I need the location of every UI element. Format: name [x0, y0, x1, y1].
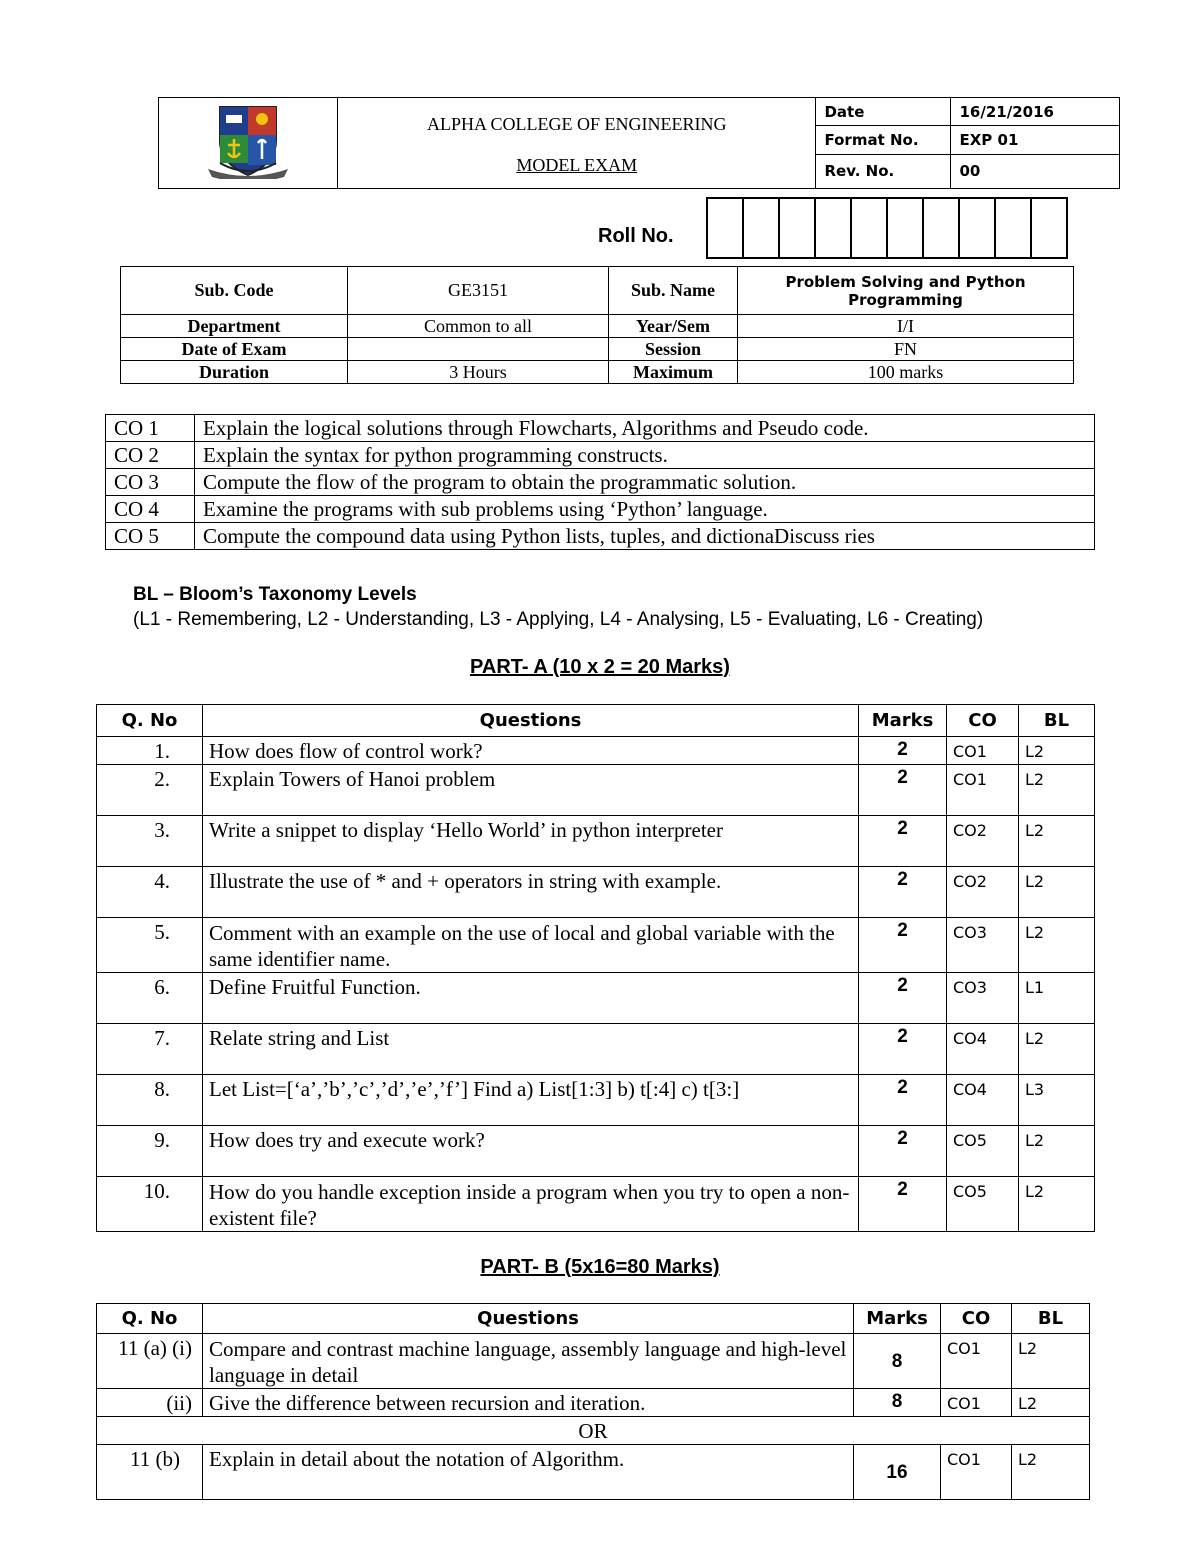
co-text: Examine the programs with sub problems using ‘Python’ language.	[195, 496, 1095, 523]
q-number: (ii)	[97, 1389, 203, 1417]
date-label: Date	[816, 98, 951, 126]
q-bl: L2	[1019, 1024, 1095, 1075]
q-bl: L2	[1019, 765, 1095, 816]
col-marks: Marks	[859, 705, 947, 737]
part-b-title: PART- B (5x16=80 Marks)	[480, 1256, 720, 1278]
course-outcomes-table	[105, 414, 1095, 550]
q-number: 3.	[97, 816, 203, 867]
session-label: Session	[609, 338, 738, 361]
q-marks: 2	[859, 918, 947, 973]
q-co: CO4	[947, 1024, 1019, 1075]
co-text: Explain the logical solutions through Flowcharts, Algorithms and Pseudo code.	[195, 415, 1095, 442]
q-marks: 2	[859, 973, 947, 1024]
q-text: Define Fruitful Function.	[203, 973, 859, 1024]
q-bl: L2	[1019, 816, 1095, 867]
q-co: CO5	[947, 1177, 1019, 1232]
roll-digit-box[interactable]	[994, 197, 1032, 259]
co-text: Compute the compound data using Python lists, tuples, and dictionaDiscuss ries	[195, 523, 1095, 550]
q-bl: L1	[1019, 973, 1095, 1024]
department-label: Department	[121, 315, 348, 338]
q-number: 6.	[97, 973, 203, 1024]
q-number: 11 (a) (i)	[97, 1334, 203, 1389]
duration-value: 3 Hours	[348, 361, 609, 384]
part-b-table	[96, 1303, 1090, 1500]
question-row	[97, 1126, 1095, 1177]
roll-digit-box[interactable]	[706, 197, 744, 259]
college-crest-icon	[208, 103, 288, 179]
co-text: Explain the syntax for python programming constructs.	[195, 442, 1095, 469]
question-row	[97, 737, 1095, 765]
roll-digit-box[interactable]	[886, 197, 924, 259]
q-text: Compare and contrast machine language, assembly language and high-level language in detail	[203, 1334, 854, 1389]
maximum-value: 100 marks	[738, 361, 1074, 384]
session-value: FN	[738, 338, 1074, 361]
year-value: I/I	[738, 315, 1074, 338]
roll-digit-box[interactable]	[814, 197, 852, 259]
year-label: Year/Sem	[609, 315, 738, 338]
logo-cell	[159, 98, 338, 189]
sub-code-value: GE3151	[348, 267, 609, 315]
maximum-label: Maximum	[609, 361, 738, 384]
question-row	[97, 765, 1095, 816]
question-row	[97, 816, 1095, 867]
bl-levels: (L1 - Remembering, L2 - Understanding, L3 - Applying, L4 - Analysing, L5 - Evaluating, L6 - Creating)	[133, 609, 984, 630]
co-row	[106, 442, 1095, 469]
question-row	[97, 1389, 1090, 1417]
rev-value: 00	[951, 154, 1120, 188]
q-co: CO1	[947, 765, 1019, 816]
co-row	[106, 415, 1095, 442]
q-number: 7.	[97, 1024, 203, 1075]
or-separator: OR	[97, 1417, 1090, 1445]
sub-code-label: Sub. Code	[121, 267, 348, 315]
q-co: CO3	[947, 918, 1019, 973]
exam-date-value	[348, 338, 609, 361]
co-row	[106, 496, 1095, 523]
co-row	[106, 469, 1095, 496]
q-co: CO1	[947, 737, 1019, 765]
q-marks: 2	[859, 867, 947, 918]
exam-title: MODEL EXAM	[516, 155, 638, 175]
col-questions: Questions	[203, 705, 859, 737]
col-marks: Marks	[854, 1304, 941, 1334]
q-marks: 2	[859, 1075, 947, 1126]
col-qno: Q. No	[97, 1304, 203, 1334]
q-bl: L2	[1019, 918, 1095, 973]
q-text: Explain Towers of Hanoi problem	[203, 765, 859, 816]
q-co: CO2	[947, 816, 1019, 867]
col-qno: Q. No	[97, 705, 203, 737]
q-co: CO3	[947, 973, 1019, 1024]
question-row	[97, 1024, 1095, 1075]
co-code: CO 5	[106, 523, 195, 550]
subject-table	[120, 266, 1074, 384]
rev-label: Rev. No.	[816, 154, 951, 188]
roll-digit-box[interactable]	[1030, 197, 1068, 259]
q-number: 9.	[97, 1126, 203, 1177]
q-text: Relate string and List	[203, 1024, 859, 1075]
question-row	[97, 973, 1095, 1024]
q-marks: 2	[859, 765, 947, 816]
q-number: 10.	[97, 1177, 203, 1232]
q-bl: L2	[1019, 737, 1095, 765]
q-co: CO1	[941, 1334, 1012, 1389]
col-bl: BL	[1012, 1304, 1090, 1334]
col-co: CO	[947, 705, 1019, 737]
q-bl: L2	[1012, 1389, 1090, 1417]
sub-name-label: Sub. Name	[609, 267, 738, 315]
question-row	[97, 918, 1095, 973]
q-marks: 8	[854, 1389, 941, 1417]
col-questions: Questions	[203, 1304, 854, 1334]
part-a-title: PART- A (10 x 2 = 20 Marks)	[470, 656, 730, 678]
q-number: 1.	[97, 737, 203, 765]
q-text: Give the difference between recursion and iteration.	[203, 1389, 854, 1417]
roll-digit-box[interactable]	[850, 197, 888, 259]
q-co: CO1	[941, 1389, 1012, 1417]
format-label: Format No.	[816, 126, 951, 154]
question-row	[97, 867, 1095, 918]
q-marks: 16	[854, 1445, 941, 1500]
q-marks: 2	[859, 1024, 947, 1075]
co-code: CO 2	[106, 442, 195, 469]
q-bl: L2	[1019, 867, 1095, 918]
q-text: Write a snippet to display ‘Hello World’ in python interpreter	[203, 816, 859, 867]
bl-title: BL – Bloom’s Taxonomy Levels	[133, 584, 417, 605]
co-code: CO 3	[106, 469, 195, 496]
q-text: Let List=[‘a’,’b’,’c’,’d’,’e’,’f’] Find a) List[1:3] b) t[:4] c) t[3:]	[203, 1075, 859, 1126]
q-text: How does try and execute work?	[203, 1126, 859, 1177]
question-row	[97, 1445, 1090, 1500]
q-co: CO5	[947, 1126, 1019, 1177]
q-marks: 2	[859, 1177, 947, 1232]
question-row	[97, 1334, 1090, 1389]
header-table	[158, 97, 1120, 189]
roll-digit-box[interactable]	[922, 197, 960, 259]
co-code: CO 4	[106, 496, 195, 523]
co-row	[106, 523, 1095, 550]
q-co: CO1	[941, 1445, 1012, 1500]
q-number: 11 (b)	[97, 1445, 203, 1500]
department-value: Common to all	[348, 315, 609, 338]
college-name: ALPHA COLLEGE OF ENGINEERING	[427, 114, 727, 134]
college-title-cell	[338, 98, 816, 189]
q-text: How do you handle exception inside a program when you try to open a non-existent file?	[203, 1177, 859, 1232]
q-bl: L2	[1012, 1445, 1090, 1500]
q-number: 2.	[97, 765, 203, 816]
co-code: CO 1	[106, 415, 195, 442]
roll-no-label: Roll No.	[598, 225, 674, 247]
q-bl: L2	[1019, 1126, 1095, 1177]
roll-digit-box[interactable]	[742, 197, 780, 259]
q-co: CO4	[947, 1075, 1019, 1126]
or-row	[97, 1417, 1090, 1445]
co-text: Compute the flow of the program to obtain the programmatic solution.	[195, 469, 1095, 496]
q-marks: 2	[859, 1126, 947, 1177]
q-marks: 8	[854, 1334, 941, 1389]
question-row	[97, 1075, 1095, 1126]
col-co: CO	[941, 1304, 1012, 1334]
q-marks: 2	[859, 816, 947, 867]
roll-no-boxes[interactable]	[708, 197, 1068, 259]
q-co: CO2	[947, 867, 1019, 918]
q-number: 8.	[97, 1075, 203, 1126]
q-text: How does flow of control work?	[203, 737, 859, 765]
q-bl: L2	[1012, 1334, 1090, 1389]
q-bl: L3	[1019, 1075, 1095, 1126]
q-text: Comment with an example on the use of local and global variable with the same identifier name.	[203, 918, 859, 973]
question-row	[97, 1177, 1095, 1232]
sub-name-value: Problem Solving and Python Programming	[738, 267, 1074, 315]
q-number: 5.	[97, 918, 203, 973]
date-value: 16/21/2016	[951, 98, 1120, 126]
q-number: 4.	[97, 867, 203, 918]
roll-digit-box[interactable]	[778, 197, 816, 259]
part-a-table	[96, 704, 1095, 1232]
exam-date-label: Date of Exam	[121, 338, 348, 361]
q-bl: L2	[1019, 1177, 1095, 1232]
q-text: Illustrate the use of * and + operators in string with example.	[203, 867, 859, 918]
roll-digit-box[interactable]	[958, 197, 996, 259]
q-marks: 2	[859, 737, 947, 765]
q-text: Explain in detail about the notation of Algorithm.	[203, 1445, 854, 1500]
format-value: EXP 01	[951, 126, 1120, 154]
col-bl: BL	[1019, 705, 1095, 737]
duration-label: Duration	[121, 361, 348, 384]
